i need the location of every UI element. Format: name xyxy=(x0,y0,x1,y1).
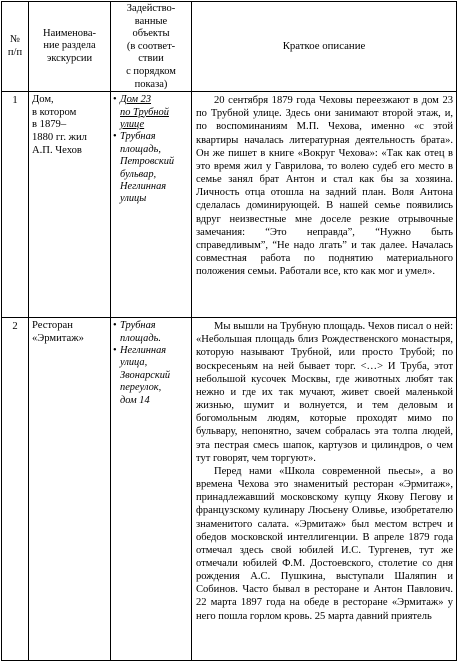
table-row xyxy=(2,318,457,661)
header-number: № п/п xyxy=(2,2,29,92)
objects-list xyxy=(111,92,192,318)
object-item: • Неглинная улица, Звонарский переулок, дом 14 xyxy=(113,345,190,407)
object-item: • Дом 23 по Трубной улице xyxy=(113,94,190,131)
description-paragraph: Мы вышли на Трубную площадь. Чехов писал о ней: «Небольшая площадь близ Рождественского монастыря, которую называют Трубной, или просто Трубой; по воскресеньям на ней бывает торг. <…> И Труба, этот небольшой кусочек Москвы, где животных любят так нежно и где их так мучают, живет своей маленькой жизнью, шумит и волнуется, и тем деловым и богомольным людям, которые проходят мимо по бульвару, непонятно, зачем собралась эта толпа людей, эта пестрая смесь шапок, картузов и цилиндров, о чем тут говорят, чем торгуют». xyxy=(196,321,453,464)
row-number: 1 xyxy=(2,92,29,318)
header-section-name: Наименова- ние раздела экскурсии xyxy=(29,2,111,92)
description-paragraph: Перед нами «Школа современной пьесы», а во времена Чехова это знаменитый ресторан «Эрмитаж», принадлежавший московскому купцу Якову Пегову и французскому кулинару Люсьену Оливье, изобретателю знаменитого салата. «Эрмитаж» был местом встреч и обедов московской интеллигенции. В апреле 1879 года отмечал здесь свой юбилей И.С. Тургенев, тут же отмечали юбилей Ф.М. Достоевского, столетие со дня рождения А.С. Пушкина, выступали Шаляпин и Собинов. Часто бывал в ресторане и Антон Павлович. 22 марта 1897 года на обеде в ресторане «Эрмитаж» у него пошла горлом кровь. 25 марта давний приятель xyxy=(196,465,453,622)
header-objects: Задейство- ванные объекты (в соответ- ствии с порядком показа) xyxy=(111,2,192,92)
description xyxy=(192,318,457,661)
objects-list xyxy=(111,318,192,661)
excursion-table xyxy=(1,1,457,661)
table-header-row xyxy=(2,2,457,92)
section-name: Ресторан «Эрмитаж» xyxy=(29,318,111,661)
row-number: 2 xyxy=(2,318,29,661)
header-description: Краткое описание xyxy=(192,2,457,92)
description xyxy=(192,92,457,318)
section-name: Дом, в котором в 1879– 1880 гг. жил А.П. Чехов xyxy=(29,92,111,318)
object-item: • Трубная площадь. xyxy=(113,320,190,345)
object-item: • Трубная площадь, Петровский бульвар, Неглинная улицы xyxy=(113,131,190,205)
table-row xyxy=(2,92,457,318)
description-paragraph: 20 сентября 1879 года Чеховы переезжают в дом 23 по Трубной улице. Здесь они занимают второй этаж, и, по воспоминаниям М.П. Чехова, именно «с этой квартиры началась литературная деятельность брата». Он же пишет в книге «Вокруг Чехова»: «Так как отец в это время жил у Гаврилова, то волею судеб его место в семье занял брат Антон и стал как бы за хозяина. Личность отца отошла на задний план. Воля Антона сделалась доминирующей. В нашей семье появились вдруг неизвестные мне доселе резкие отрывочные замечания: “Это неправда”, “Нужно быть справедливым”, “Не надо лгать” и так далее. Началась совместная работа по поднятию материального положения семьи. Работали все, кто как мог и умел». xyxy=(196,95,453,278)
